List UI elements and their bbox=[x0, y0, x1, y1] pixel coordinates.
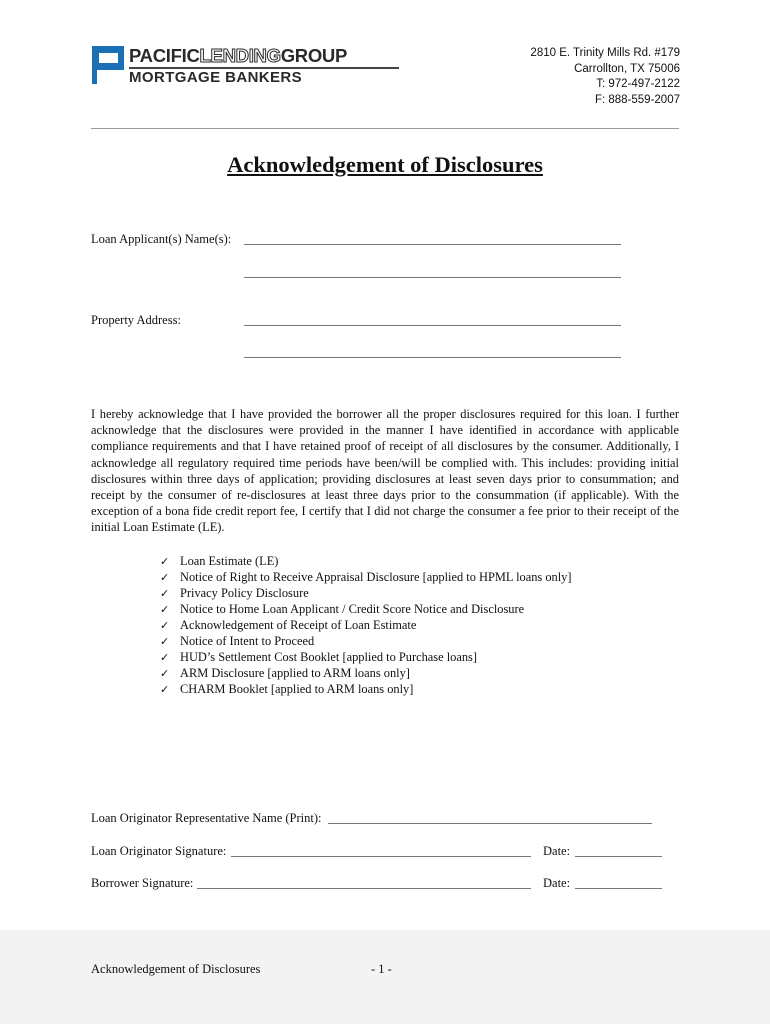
borrower-signature-label: Borrower Signature: bbox=[91, 876, 194, 890]
property-address-line-2[interactable] bbox=[244, 357, 621, 358]
checklist-item bbox=[160, 617, 572, 633]
applicants-name-line-1[interactable] bbox=[244, 244, 621, 245]
address-phone: T: 972-497-2122 bbox=[596, 78, 680, 90]
borrower-signature-line[interactable] bbox=[197, 888, 531, 889]
originator-date-line[interactable] bbox=[575, 856, 662, 857]
checklist-item-label: CHARM Booklet [applied to ARM loans only] bbox=[180, 682, 414, 696]
address-fax: F: 888-559-2007 bbox=[594, 93, 680, 106]
header-divider bbox=[91, 128, 679, 129]
company-address bbox=[530, 46, 680, 108]
footer-title: Acknowledgement of Disclosures bbox=[91, 962, 261, 976]
logo-mark-icon bbox=[91, 45, 125, 85]
checkmark-icon: ✓ bbox=[160, 635, 170, 648]
checklist-item-label: Notice of Intent to Proceed bbox=[180, 634, 315, 648]
checklist-item-label: HUD’s Settlement Cost Booklet [applied to Purchase loans] bbox=[180, 650, 477, 664]
property-address-line-1[interactable] bbox=[244, 325, 621, 326]
company-logo bbox=[91, 45, 348, 87]
acknowledgement-paragraph: I hereby acknowledge that I have provided the borrower all the proper disclosures required for this loan. I further acknowledge that the disclosures were provided in the manner I have identified in accordance with applicable compliance requirements and that I have retained proof of receipt of all disclosures by the consumer. Additionally, I acknowledge all regulatory required time periods have been/will be complied with. This includes: providing initial disclosures within three days of application; providing disclosures at least seven days prior to consummation; and receipt by the consumer of re-disclosures at least three days prior to the consummation (if applicable). With the exception of a bona fide credit report fee, I certify that I did not charge the consumer a fee prior to their receipt of the initial Loan Estimate (LE). bbox=[91, 407, 679, 535]
document-title: Acknowledgement of Disclosures bbox=[227, 152, 543, 177]
property-address-label: Property Address: bbox=[91, 313, 181, 327]
checkmark-icon: ✓ bbox=[160, 667, 170, 680]
checklist-item-label: Acknowledgement of Receipt of Loan Estimate bbox=[180, 618, 417, 632]
address-street: 2810 E. Trinity Mills Rd. #179 bbox=[530, 47, 680, 59]
checkmark-icon: ✓ bbox=[160, 603, 170, 616]
checklist-item-label: Notice to Home Loan Applicant / Credit Score Notice and Disclosure bbox=[180, 602, 525, 616]
checklist-item bbox=[160, 553, 572, 569]
page-footer bbox=[0, 930, 770, 1024]
checklist-item bbox=[160, 681, 572, 697]
applicants-label: Loan Applicant(s) Name(s): bbox=[91, 232, 232, 246]
checklist-item bbox=[160, 569, 572, 585]
checklist-item bbox=[160, 585, 572, 601]
checklist-item bbox=[160, 601, 572, 617]
checkmark-icon: ✓ bbox=[160, 619, 170, 632]
originator-signature-line[interactable] bbox=[231, 856, 531, 857]
checklist-item-label: Loan Estimate (LE) bbox=[180, 554, 279, 568]
originator-date-label: Date: bbox=[543, 844, 571, 858]
originator-signature-label: Loan Originator Signature: bbox=[91, 844, 227, 858]
checklist-item-label: ARM Disclosure [applied to ARM loans only] bbox=[180, 666, 410, 680]
borrower-date-label: Date: bbox=[543, 876, 571, 890]
logo-wordmark bbox=[129, 45, 347, 67]
address-city: Carrollton, TX 75006 bbox=[574, 62, 680, 75]
logo-group: GROUP bbox=[280, 45, 348, 66]
logo-tagline: MORTGAGE BANKERS bbox=[129, 69, 303, 86]
checkmark-icon: ✓ bbox=[160, 571, 170, 584]
checklist-item bbox=[160, 665, 572, 681]
checklist-item-label: Notice of Right to Receive Appraisal Disclosure [applied to HPML loans only] bbox=[180, 570, 572, 584]
checklist-item bbox=[160, 649, 572, 665]
checkmark-icon: ✓ bbox=[160, 587, 170, 600]
borrower-date-line[interactable] bbox=[575, 888, 662, 889]
logo-pacific: PACIFIC bbox=[129, 45, 200, 66]
disclosure-checklist bbox=[160, 553, 572, 697]
checklist-item-label: Privacy Policy Disclosure bbox=[180, 586, 309, 600]
checkmark-icon: ✓ bbox=[160, 555, 170, 568]
originator-name-line[interactable] bbox=[328, 823, 652, 824]
applicants-name-line-2[interactable] bbox=[244, 277, 621, 278]
page-number: - 1 - bbox=[371, 962, 392, 976]
checkmark-icon: ✓ bbox=[160, 651, 170, 664]
checkmark-icon: ✓ bbox=[160, 683, 170, 696]
logo-lending: LENDING bbox=[199, 45, 281, 66]
originator-name-label: Loan Originator Representative Name (Print): bbox=[91, 811, 322, 825]
checklist-item bbox=[160, 633, 572, 649]
